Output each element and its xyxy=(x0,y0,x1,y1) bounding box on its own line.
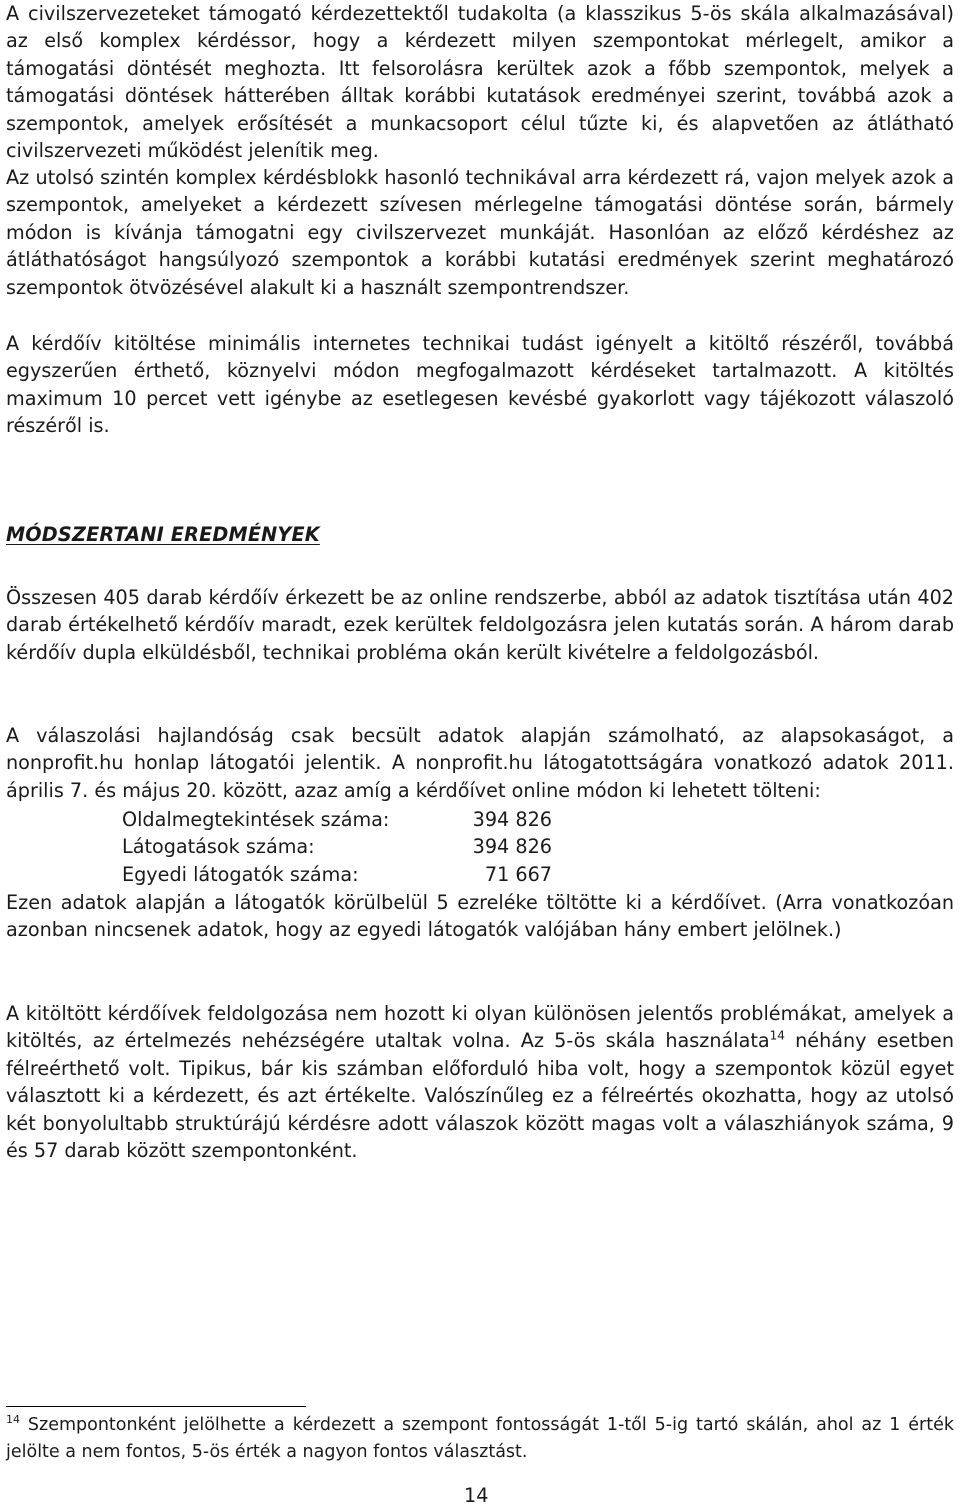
stat-label: Oldalmegtekintések száma: xyxy=(122,808,390,831)
footnote-text: Szempontonként jelölhette a kérdezett a szempont fontosságát 1-től 5-ig tartó skálán, ahol az 1 érték jelölte a nem fontos, 5-ös érték a nagyon fontos választást. xyxy=(6,1415,954,1463)
footnote-number: 14 xyxy=(6,1413,20,1427)
paragraph-last-question-block: Az utolsó szintén komplex kérdésblokk hasonló technikával arra kérdezett rá, vajon melyek azok a szempontok, amelyeket a kérdezett szívesen mérlegelne támogatási döntése során, bármely módon is kívánja támogatni egy civilszervezet munkáját. Hasonlóan az előző kérdéshez az átláthatóságot hangsúlyozó szempontok a korábbi kutatási eredmények szerint meghatározó szempontok ötvözésével alakult ki a használt szempontrendszer. xyxy=(6,166,954,299)
paragraph-support-criteria: A civilszervezeteket támogató kérdezettektől tudakolta (a klasszikus 5-ös skála alkalmazásával) az első komplex kérdéssor, hogy a kérdezett milyen szempontokat mérlegelt, amikor a támogatási döntését meghozta. Itt felsorolásra kerültek azok a főbb szempontok, melyek a támogatási döntések hátterében álltak korábbi kutatások eredményei szerint, továbbá azok a szempontok, amelyek erősítését a munkacsoport célul tűzte ki, és alapvetően az átlátható civilszervezeti működést jelenítik meg. xyxy=(6,2,954,163)
paragraph-processing-problems xyxy=(6,1000,954,1164)
stat-row xyxy=(122,861,552,888)
stat-label: Látogatások száma: xyxy=(122,835,315,859)
page-number: 14 xyxy=(464,1484,489,1507)
stat-row xyxy=(122,833,552,860)
paragraph-questionnaire-completion: A kérdőív kitöltése minimális internetes technikai tudást igényelt a kitöltő részéről, továbbá egyszerűen érthető, köznyelvi módon megfogalmazott kérdéseket tartalmazott. A kitöltés maximum 10 percet vett igénybe az esetlegesen kevésbé gyakorlott vagy tájékozott válaszoló részéről is. xyxy=(6,332,954,438)
paragraph-response-rate: A válaszolási hajlandóság csak becsült adatok alapján számolható, az alapsokaságot, a nonprofit.hu honlap látogatói jelentik. A nonprofit.hu látogatottságára vonatkozó adatok 2011. április 7. és május 20. között, azaz amíg a kérdőívet online módon ki lehetett tölteni: xyxy=(6,724,954,802)
paragraph-responses-received: Összesen 405 darab kérdőív érkezett be az online rendszerbe, abból az adatok tisztítása után 402 darab értékelhető kérdőív maradt, ezek kerültek feldolgozásra jelen kutatás során. A három darab kérdőív dupla elküldésből, technikai probléma okán került kivételre a feldolgozásból. xyxy=(6,586,954,664)
stat-value: 394 826 xyxy=(472,835,552,859)
footnote-divider xyxy=(6,1406,306,1407)
paragraph-completion-ratio: Ezen adatok alapján a látogatók körülbelül 5 ezreléke töltötte ki a kérdőívet. (Arra vonatkozóan azonban nincsenek adatok, hogy az egyedi látogatók valójában hány embert jelölnek.) xyxy=(6,891,954,942)
paragraph-text: néhány esetben félreérthető volt. Tipikus, bár kis számban előforduló hiba volt, hogy a szempontok közül egyet választott ki a kérdezett, és azt értékelte. Valószínűleg ez a félreértés okozhatta, hogy az utolsó két bonyolultabb struktúrájú kérdésre adott válaszok között magas volt a válaszhiányok száma, 9 és 57 darab között szempontonként. xyxy=(6,1029,954,1163)
footnote-reference[interactable]: 14 xyxy=(769,1029,785,1044)
footnote xyxy=(6,1412,954,1467)
stat-row xyxy=(122,806,552,833)
paragraph-text: A kitöltött kérdőívek feldolgozása nem hozott ki olyan különösen jelentős problémákat, amelyek a kitöltés, az értelmezés nehézségére utaltak volna. Az 5-ös skála használata xyxy=(6,1002,954,1053)
visitor-statistics xyxy=(122,806,552,888)
stat-value: 394 826 xyxy=(472,808,552,831)
section-heading: MÓDSZERTANI EREDMÉNYEK xyxy=(6,523,320,546)
stat-value: 71 667 xyxy=(484,862,552,886)
stat-label: Egyedi látogatók száma: xyxy=(122,862,359,886)
